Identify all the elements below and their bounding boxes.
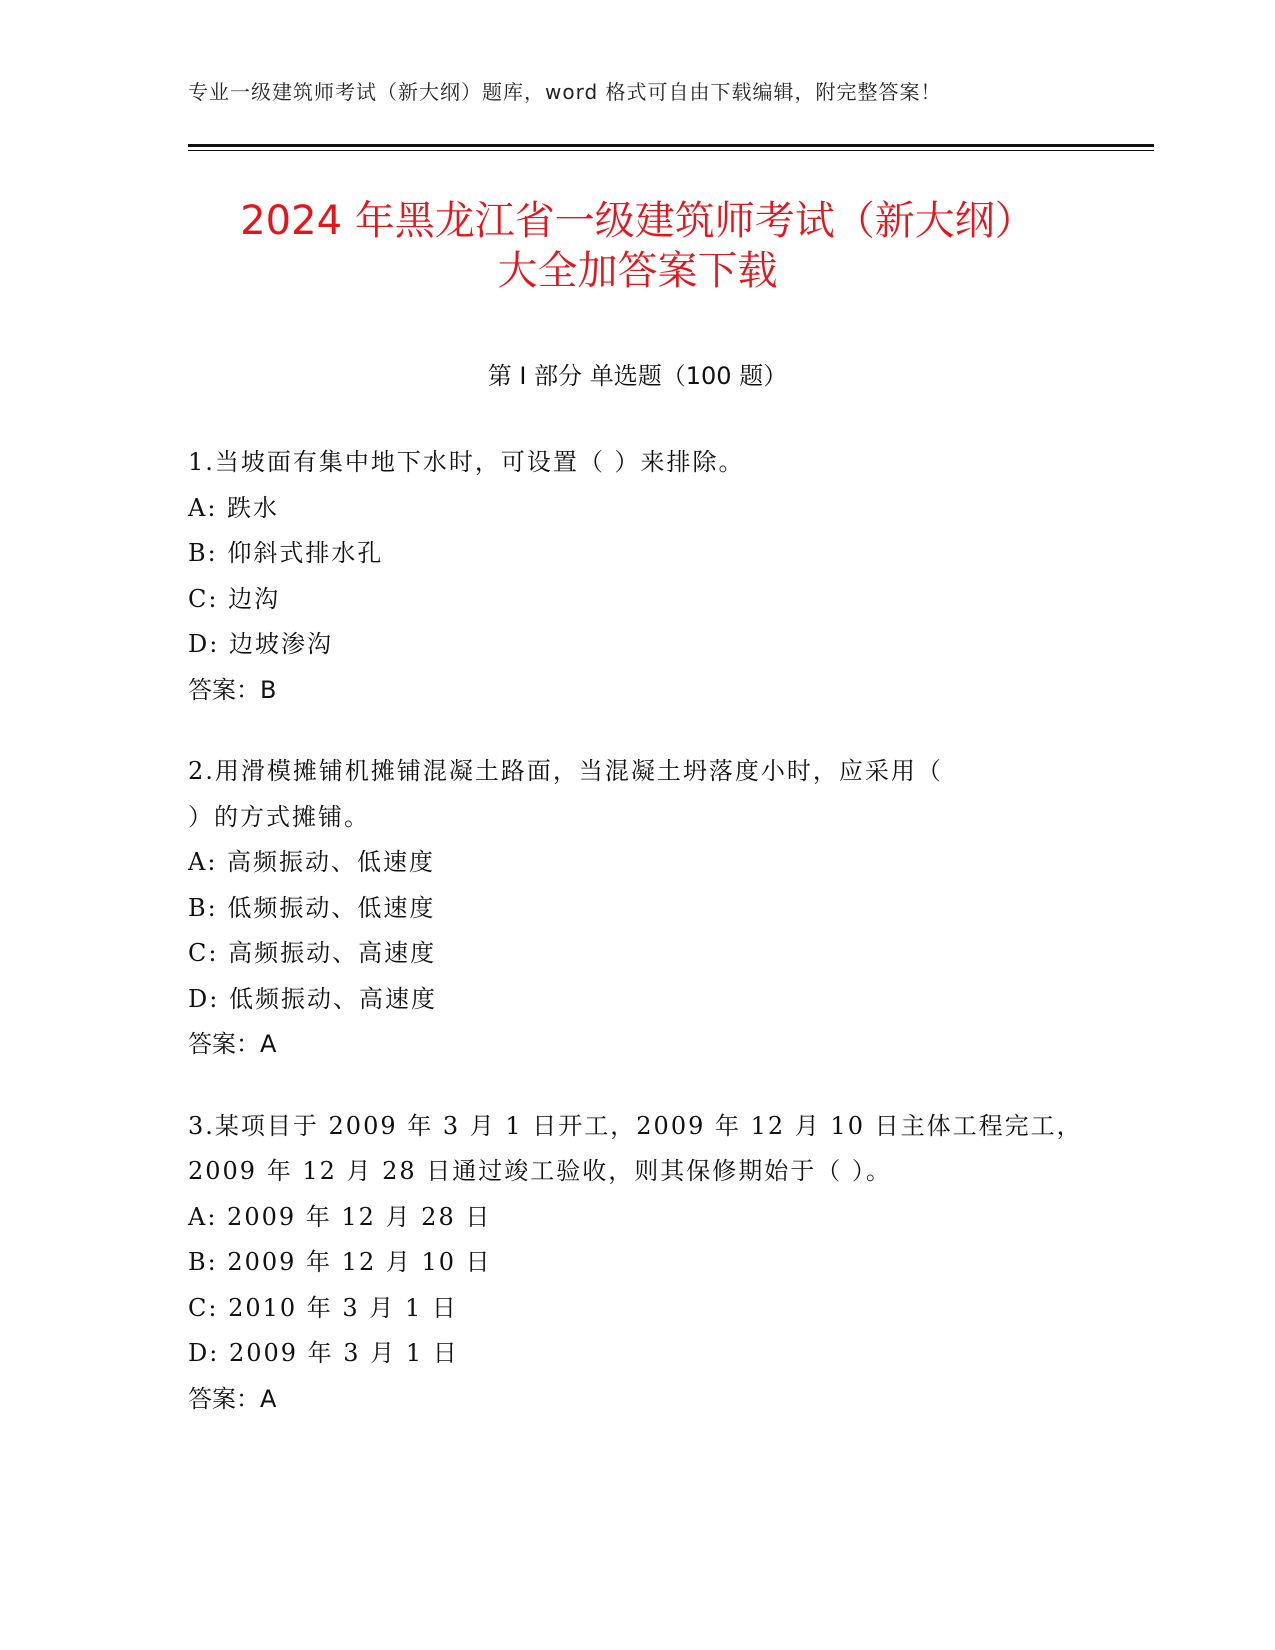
option-a: A: 2009 年 12 月 28 日 [188,1202,492,1231]
section-heading: 第 I 部分 单选题（100 题） [487,362,788,390]
question-3 [188,1104,1088,1423]
answer-label: 答案：B [188,675,277,704]
question-list [188,440,1088,1458]
header-rule-thick [188,144,1154,147]
option-c: C: 边沟 [188,584,281,613]
document-title [100,196,1175,296]
document-title-line-1: 2024 年黑龙江省一级建筑师考试（新大纲） [240,198,1035,244]
question-2 [188,749,1088,1068]
option-a: A: 高频振动、低速度 [188,848,436,876]
option-c: C: 高频振动、高速度 [188,939,437,967]
option-b: B: 仰斜式排水孔 [188,539,384,567]
question-stem: 3.某项目于 2009 年 3 月 1 日开工，2009 年 12 月 10 日主体工程完工， [188,1111,1083,1140]
answer-label: 答案：A [188,1030,277,1058]
header-rule-thin [188,150,1154,151]
option-d: D: 低频振动、高速度 [188,984,437,1013]
option-b: B: 2009 年 12 月 10 日 [188,1248,492,1276]
answer-label: 答案：A [188,1384,277,1413]
header-note: 专业一级建筑师考试（新大纲）题库，word 格式可自由下载编辑，附完整答案！ [188,80,942,104]
question-stem: 1.当坡面有集中地下水时，可设置（ ）来排除。 [188,448,745,476]
question-1 [188,440,1088,713]
option-c: C: 2010 年 3 月 1 日 [188,1293,458,1322]
question-stem-continued: ）的方式摊铺。 [188,802,370,831]
option-d: D: 边坡渗沟 [188,630,333,658]
option-d: D: 2009 年 3 月 1 日 [188,1339,459,1367]
question-stem-continued: 2009 年 12 月 28 日通过竣工验收，则其保修期始于（ ）。 [188,1157,892,1185]
option-a: A: 跌水 [188,493,280,522]
document-title-line-2: 大全加答案下载 [497,248,778,294]
option-b: B: 低频振动、低速度 [188,893,436,922]
question-stem: 2.用滑模摊铺机摊铺混凝土路面，当混凝土坍落度小时，应采用（ [188,757,943,785]
